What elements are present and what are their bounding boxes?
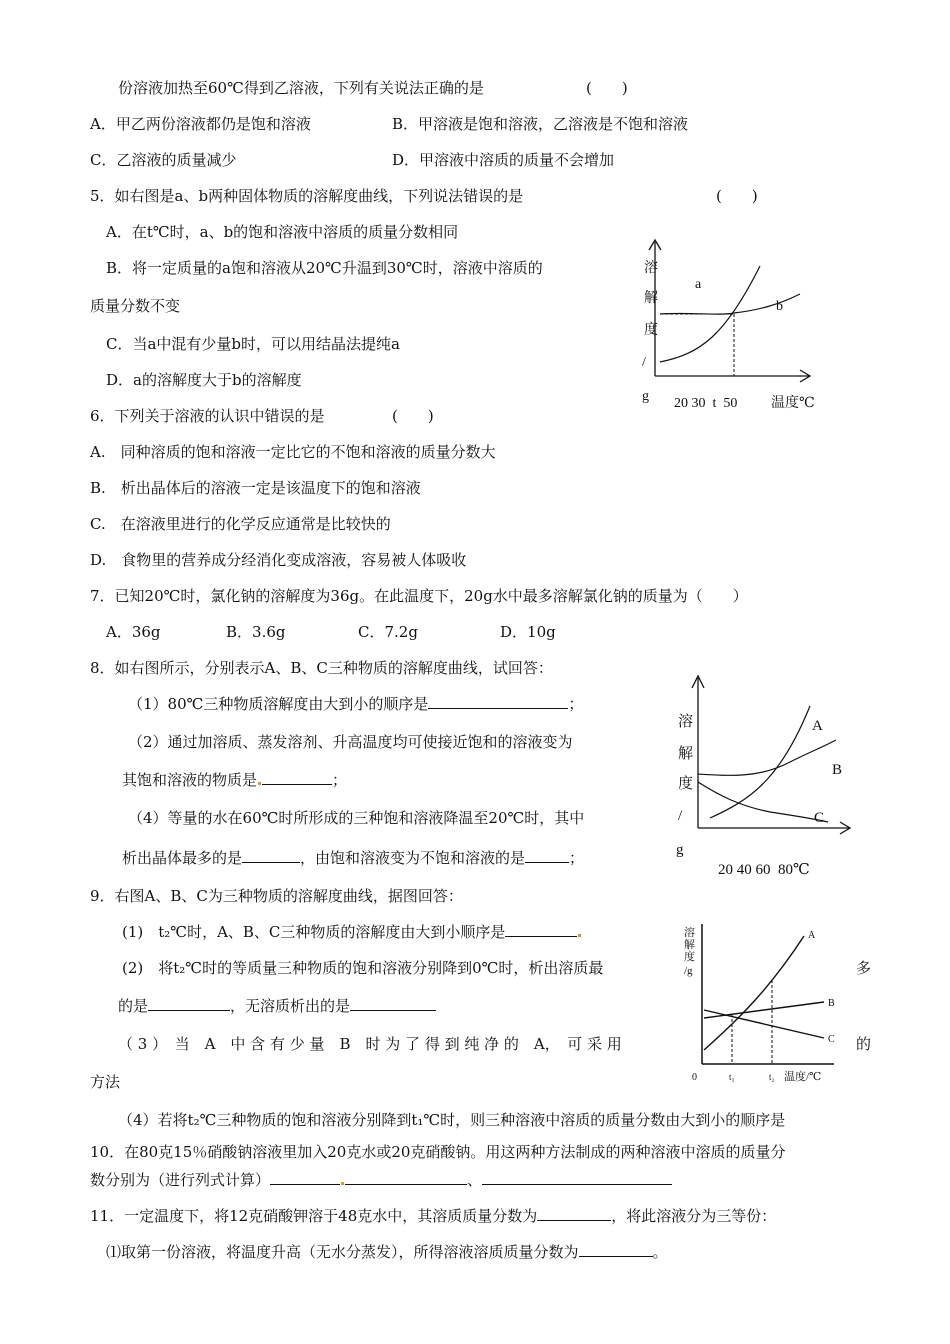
q10-text: 数分别为（进行列式计算） xyxy=(90,1171,271,1189)
q9-part1 xyxy=(122,922,582,942)
y-label-1: 溶 xyxy=(678,714,694,730)
q4-stem-text: 份溶液加热至60℃得到乙溶液，下列有关说法正确的是 xyxy=(118,79,484,97)
curve-C-label: C xyxy=(828,1034,835,1045)
q8-part1-blank[interactable] xyxy=(428,694,568,709)
q5-answer-paren: ( ) xyxy=(716,187,758,205)
mark-dot xyxy=(341,1182,344,1185)
q4-stem xyxy=(118,78,484,98)
y-label-2: 解 xyxy=(644,291,658,306)
curve-A-label: A xyxy=(812,718,823,734)
q9-part1-blank[interactable] xyxy=(505,922,577,937)
curve-A xyxy=(704,936,804,1050)
q6-answer-paren: ( ) xyxy=(392,407,434,425)
q8-part4-blank1[interactable] xyxy=(242,848,300,863)
q9-part2-line1-end: 多 xyxy=(856,959,872,977)
q8-part4-end: ； xyxy=(569,849,585,867)
y-label-4: / xyxy=(678,808,683,824)
q7-option-c: C．7.2g xyxy=(358,623,418,641)
q5-option-b-line2: 质量分数不变 xyxy=(90,297,181,315)
q11-stem xyxy=(90,1206,776,1226)
q4-option-a: A．甲乙两份溶液都仍是饱和溶液 xyxy=(90,115,311,133)
t2-label: t₂ xyxy=(769,1072,775,1082)
x-tick-labels: 20 30 t 50 xyxy=(674,396,738,411)
q8-part4-line2 xyxy=(122,848,584,868)
q8-part2-line1: （2）通过加溶质、蒸发溶剂、升高温度均可使接近饱和的溶液变为 xyxy=(128,733,573,751)
x-axis-label: 温度/℃ xyxy=(784,1071,822,1083)
mark-dot xyxy=(578,934,581,937)
q9-part2-text1: 的是 xyxy=(118,997,149,1015)
q11-part1-text: ⑴取第一份溶液，将温度升高（无水分蒸发），所得溶液溶质质量分数为 xyxy=(106,1243,579,1261)
y-label-1: 溶 xyxy=(644,261,658,276)
y-label-4: / xyxy=(642,355,646,370)
curve-a-label: a xyxy=(695,277,702,292)
y-label-3: 度 xyxy=(684,951,695,963)
y-label-5: g xyxy=(642,389,649,404)
q5-option-a: A．在t℃时，a、b的饱和溶液中溶质的质量分数相同 xyxy=(106,223,459,241)
q11-part1-blank[interactable] xyxy=(579,1242,653,1257)
q10-line2 xyxy=(90,1170,672,1190)
curve-B-label: B xyxy=(832,762,843,778)
q9-part3-line2: 方法 xyxy=(90,1073,121,1091)
q5-option-b-line1: B．将一定质量的a饱和溶液从20℃升温到30℃时，溶液中溶质的 xyxy=(106,259,543,277)
q11-text: 11．一定温度下，将12克硝酸钾溶于48克水中，其溶质质量分数为 xyxy=(90,1207,538,1225)
q10-line1: 10．在80克15％硝酸钠溶液里加入20克水或20克硝酸钠。用这两种方法制成的两种溶液中溶质的质量分 xyxy=(90,1143,786,1161)
curve-A xyxy=(710,706,810,818)
curve-C xyxy=(698,782,828,822)
x-axis-label: 温度℃ xyxy=(771,396,815,411)
q4-option-b: B．甲溶液是饱和溶液，乙溶液是不饱和溶液 xyxy=(392,115,689,133)
q8-part4-blank2[interactable] xyxy=(525,848,569,863)
q8-stem: 8．如右图所示，分别表示A、B、C三种物质的溶解度曲线，试回答： xyxy=(90,659,553,677)
solubility-chart-ab xyxy=(630,236,830,416)
curve-B xyxy=(698,740,836,775)
q11-blank[interactable] xyxy=(537,1206,611,1221)
q7-option-b: B．3.6g xyxy=(226,623,286,641)
q9-part1-text: (1) t₂℃时，A、B、C三种物质的溶解度由大到小顺序是 xyxy=(122,923,506,941)
mark-dot xyxy=(258,782,261,785)
q9-part2-line2 xyxy=(118,996,436,1016)
q9-part3-line1: （ 3 ） 当 A 中 含 有 少 量 B 时 为 了 得 到 纯 净 的 A， 可 采 用 xyxy=(118,1035,622,1053)
q8-part1-end: ； xyxy=(568,695,584,713)
q4-option-d: D．甲溶液中溶质的质量不会增加 xyxy=(392,151,615,169)
q11-end: ，将此溶液分为三等份： xyxy=(611,1207,777,1225)
t1-label: t₁ xyxy=(729,1072,735,1082)
q7-option-a: A．36g xyxy=(106,623,161,641)
curve-C-label: C xyxy=(814,810,825,826)
q8-part4-text1: 析出晶体最多的是 xyxy=(122,849,243,867)
q8-part2-line2 xyxy=(122,770,347,790)
q8-part2-blank[interactable] xyxy=(262,770,332,785)
q9-part2-blank1[interactable] xyxy=(148,996,230,1011)
q8-part4-text2: ，由饱和溶液变为不饱和溶液的是 xyxy=(300,849,526,867)
q9-part2-blank2[interactable] xyxy=(350,996,436,1011)
q10-blank1-b[interactable] xyxy=(345,1170,467,1185)
y-label-5: g xyxy=(676,842,684,858)
q5-stem: 5．如右图是a、b两种固体物质的溶解度曲线，下列说法错误的是 xyxy=(90,187,524,205)
q6-option-b: B. 析出晶体后的溶液一定是该温度下的饱和溶液 xyxy=(90,479,421,497)
y-label-3: 度 xyxy=(678,776,694,792)
solubility-chart-abc xyxy=(670,670,860,885)
x-tick-labels: 20 40 60 80℃ xyxy=(718,862,810,878)
q11-part1 xyxy=(106,1242,668,1262)
curve-A-label: A xyxy=(808,930,816,941)
y-label-4: /g xyxy=(684,965,693,977)
q9-part3-line1-end: 的 xyxy=(856,1035,872,1053)
q9-part2-line1: (2) 将t₂℃时的等质量三种物质的饱和溶液分别降到0℃时，析出溶质最 xyxy=(122,959,604,977)
q9-part4: （4）若将t₂℃三种物质的饱和溶液分别降到t₁℃时，则三种溶液中溶质的质量分数由大到小的顺序是 xyxy=(118,1111,786,1129)
origin-label: 0 xyxy=(692,1072,697,1083)
curve-B-label: B xyxy=(828,998,835,1009)
q10-blank1[interactable] xyxy=(270,1170,340,1185)
q10-separator: 、 xyxy=(467,1171,483,1189)
solubility-chart-t1-t2 xyxy=(680,918,850,1098)
q8-part2-end: ； xyxy=(332,771,348,789)
q7-option-d: D．10g xyxy=(500,623,556,641)
q4-option-c: C．乙溶液的质量减少 xyxy=(90,151,237,169)
q9-stem: 9．右图A、B、C为三种物质的溶解度曲线，据图回答： xyxy=(90,887,463,905)
y-label-2: 解 xyxy=(678,746,694,762)
q11-part1-end: 。 xyxy=(652,1243,668,1261)
q4-answer-paren: ( ) xyxy=(586,79,628,97)
q6-stem: 6．下列关于溶液的认识中错误的是 xyxy=(90,407,325,425)
q8-part4-line1: （4）等量的水在60℃时所形成的三种饱和溶液降温至20℃时，其中 xyxy=(128,809,585,827)
q5-option-c: C．当a中混有少量b时，可以用结晶法提纯a xyxy=(106,335,400,353)
y-label-1: 溶 xyxy=(684,927,695,939)
y-label-2: 解 xyxy=(684,939,695,951)
q6-option-c: C. 在溶液里进行的化学反应通常是比较快的 xyxy=(90,515,391,533)
y-label-3: 度 xyxy=(644,323,658,338)
q9-part2-text2: ，无溶质析出的是 xyxy=(230,997,351,1015)
q5-option-d: D．a的溶解度大于b的溶解度 xyxy=(106,371,302,389)
q8-part1 xyxy=(128,694,583,714)
q6-option-d: D. 食物里的营养成分经消化变成溶液，容易被人体吸收 xyxy=(90,551,467,569)
curve-B xyxy=(704,1002,824,1018)
q7-stem: 7．已知20℃时，氯化钠的溶解度为36g。在此温度下，20g水中最多溶解氯化钠的质量为（ ） xyxy=(90,587,748,605)
q8-part1-text: （1）80℃三种物质溶解度由大到小的顺序是 xyxy=(128,695,429,713)
q8-part2-text: 其饱和溶液的物质是 xyxy=(122,771,258,789)
q6-option-a: A. 同种溶质的饱和溶液一定比它的不饱和溶液的质量分数大 xyxy=(90,443,496,461)
curve-b-label: b xyxy=(776,299,783,314)
q10-blank2[interactable] xyxy=(482,1170,672,1185)
